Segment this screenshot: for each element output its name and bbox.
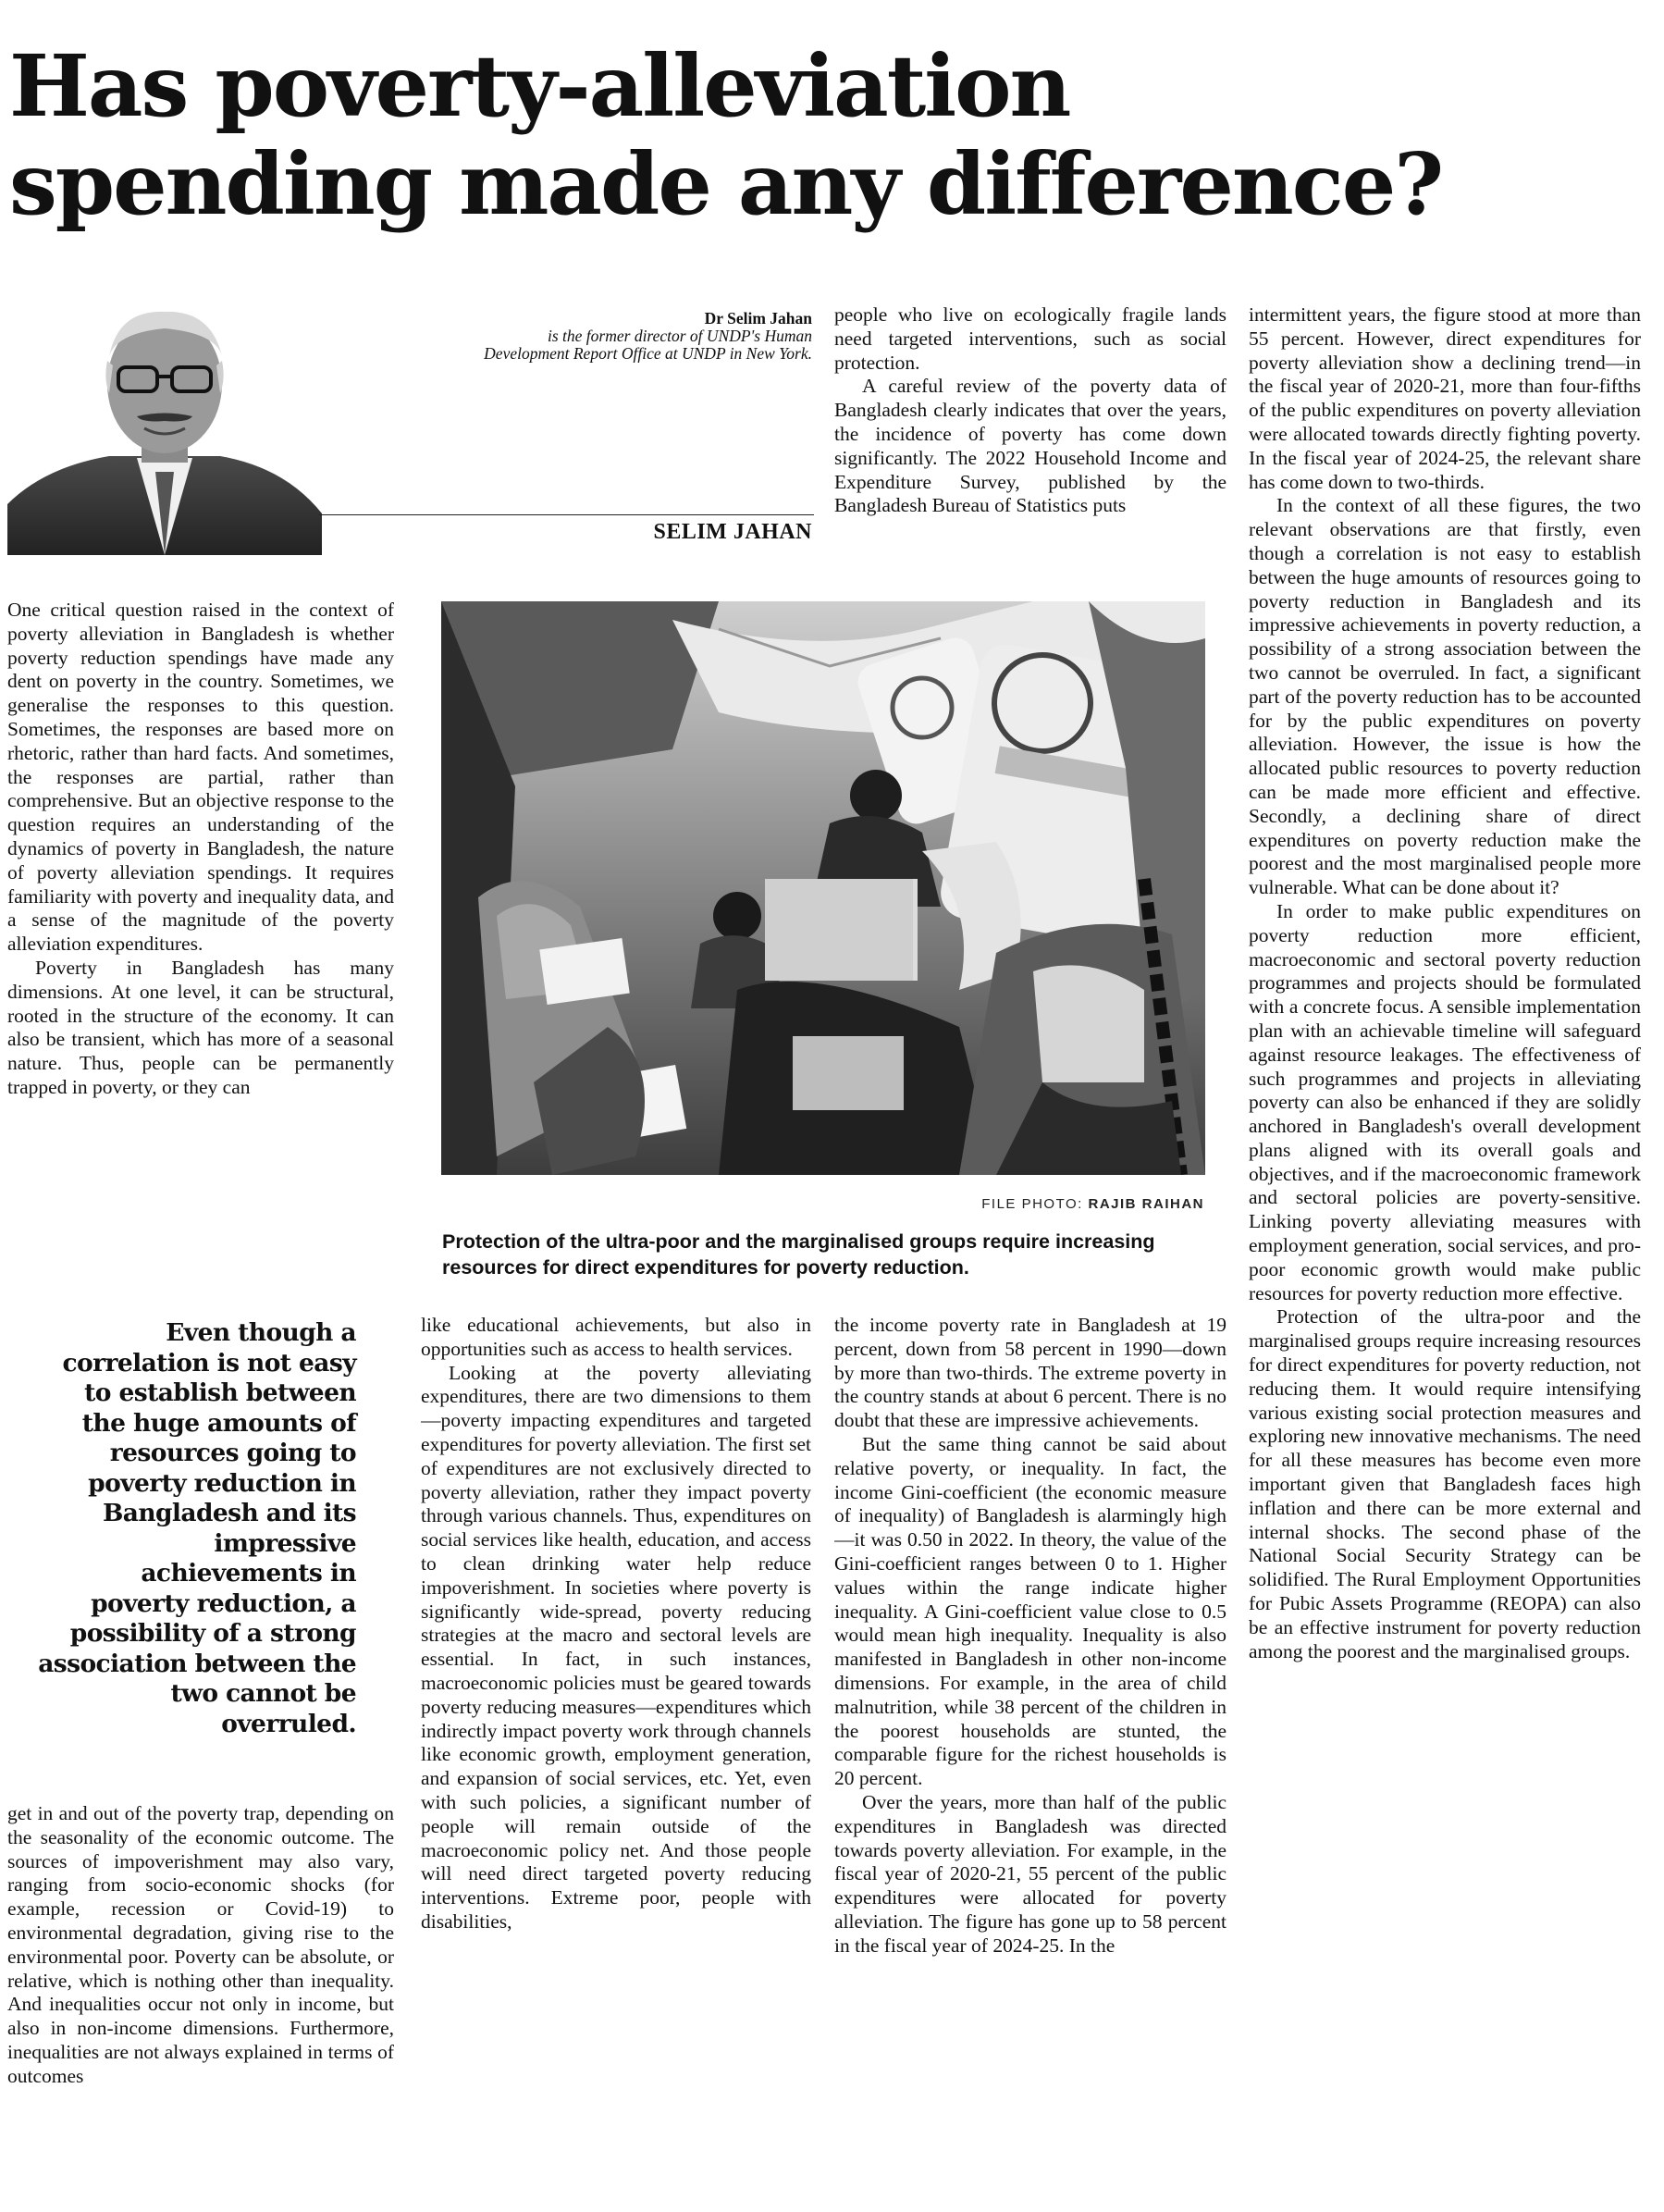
paragraph: A careful review of the poverty data of Bangladesh clearly indicates that over the years, the incidence of poverty has come down significantly. The 2022 Household Income and Expenditure Survey, published by the Bangladesh Bureau of Statistics puts: [834, 375, 1226, 517]
paragraph: the income poverty rate in Bangladesh at 19 percent, down from 58 percent in 1990—down by more than two-thirds. The extreme poverty in the country stands at about 6 percent. There is no doubt that these are impressive achievements.: [834, 1314, 1226, 1432]
paragraph: Protection of the ultra-poor and the marginalised groups require increasing resources for direct expenditures for poverty reduction, not reducing them. It would require intensifying various existing social protection measures and exploring new innovative mechanisms. The need for all these measures has become even more important given that Bangladesh faces high inflation and there can be more external and internal shocks. The second phase of the National Social Security Strategy can be solidified. The Rural Employment Opportunities for Pubic Assets Programme (REOPA) can also be an effective instrument for poverty reduction among the poorest and the marginalised groups.: [1249, 1305, 1641, 1662]
paragraph: people who live on ecologically fragile lands need targeted interventions, such as social protection.: [834, 303, 1226, 374]
paragraph: like educational achievements, but also in opportunities such as access to health services.: [421, 1314, 811, 1360]
headline-line-1: Has poverty-alleviation: [9, 36, 1070, 136]
author-name-caps: SELIM JAHAN: [653, 520, 812, 544]
column-4: [1249, 303, 1641, 2209]
headline-line-2: spending made any difference?: [9, 134, 1443, 234]
paragraph: intermittent years, the figure stood at more than 55 percent. However, direct expenditures for poverty alleviation show a declining trend—in the fiscal year of 2020-21, more than four-fifths of the public expenditures on poverty alleviation were allocated towards directly fighting poverty. In the fiscal year of 2024-25, the relevant share has come down to two-thirds.: [1249, 303, 1641, 493]
column-1-bottom: [7, 1802, 394, 2209]
headline: [9, 37, 1656, 233]
news-photo: [441, 601, 1205, 1175]
paragraph: In order to make public expenditures on poverty reduction more efficient, macroeconomic and sectoral poverty reduction programmes and projects should be formulated with a concrete focus. A sensible implementation plan with an achievable timeline will safeguard against resource leakages. The effectiveness of such programmes and projects in alleviating poverty can also be enhanced if they are solidly anchored in Bangladesh's overall development plans aligned with its overall goals and objectives, and if the macroeconomic framework and sectoral policies are poverty-sensitive. Linking poverty alleviating measures with employment generation, social services, and pro-poor economic growth would make public resources for poverty reduction more effective.: [1249, 899, 1641, 1304]
photo-credit-name: RAJIB RAIHAN: [1088, 1196, 1204, 1212]
byline-description-line-1: is the former director of UNDP's Human: [548, 327, 812, 345]
column-1-top: [7, 599, 394, 1283]
paragraph: Poverty in Bangladesh has many dimensions. At one level, it can be structural, rooted in the structure of the economy. It can also be transient, which has more of a seasonal nature. Thus, people can be permanently trapped in poverty, or they can: [7, 956, 394, 1098]
paragraph: In the context of all these figures, the two relevant observations are that firstly, even though a correlation is not easy to establish between the huge amounts of resources going to poverty reduction in Bangladesh and its impressive achievements in poverty reduction, a possibility of a strong association between the two cannot be overruled. In fact, a significant part of the poverty reduction has to be accounted for by the public expenditures on poverty alleviation. However, the issue is how the allocated public resources to poverty reduction can be made more efficient and effective. Secondly, a declining share of direct expenditures on poverty reduction make the poorest and the most marginalised people more vulnerable. What can be done about it?: [1249, 494, 1641, 899]
paragraph: But the same thing cannot be said about relative poverty, or inequality. In fact, the income Gini-coefficient (the economic measure of inequality) of Bangladesh is alarmingly high—it was 0.50 in 2022. In theory, the value of the Gini-coefficient ranges between 0 to 1. Higher values within the range indicate higher inequality. A Gini-coefficient value close to 0.5 would mean high inequality. Inequality is also manifested in Bangladesh in other non-income dimensions. For example, in the area of child malnutrition, while 38 percent of the children in the poorest households are stunted, the comparable figure for the richest households is 20 percent.: [834, 1432, 1226, 1790]
column-2-bottom: [421, 1314, 811, 2209]
byline-name: Dr Selim Jahan: [704, 309, 812, 327]
author-portrait-drawing: [7, 291, 322, 555]
column-3-top: [834, 303, 1226, 567]
author-portrait: [7, 291, 322, 555]
pull-quote: Even though a correlation is not easy to establish between the huge amounts of resources going to poverty reduction in Bangladesh and its impressive achievements in poverty reduction, a possibility of a strong association between the two cannot be overruled.: [38, 1318, 356, 1738]
paragraph: get in and out of the poverty trap, depending on the seasonality of the economic outcome. The sources of impoverishment may also vary, ranging from socio-economic shocks (for example, recession or Covid-19) to environmental degradation, giving rise to the environmental poor. Poverty can be absolute, or relative, which is nothing other than inequality. And inequalities occur not only in income, but also in non-income dimensions. Furthermore, inequalities are not always explained in terms of outcomes: [7, 1802, 394, 2087]
photo-credit: [832, 1196, 1204, 1212]
column-3-bottom: [834, 1314, 1226, 2209]
photo-credit-label: FILE PHOTO:: [981, 1196, 1083, 1212]
photo-caption: Protection of the ultra-poor and the marginalised groups require increasing resources for direct expenditures for poverty reduction.: [442, 1230, 1155, 1279]
paragraph: One critical question raised in the context of poverty alleviation in Bangladesh is whether poverty reduction spendings have made any dent on poverty in the country. Sometimes, we generalise the responses to this question. Sometimes, the responses are based more on rhetoric, rather than hard facts. And sometimes, the responses are partial, rather than comprehensive. But an objective response to the question requires an understanding of the dynamics of poverty in Bangladesh, the nature of poverty alleviation spendings. It requires familiarity with poverty and inequality data, and a sense of the magnitude of the poverty alleviation expenditures.: [7, 599, 394, 956]
byline-description-line-2: Development Report Office at UNDP in New York.: [484, 344, 812, 363]
paragraph: Over the years, more than half of the public expenditures in Bangladesh was directed towards poverty alleviation. For example, in the fiscal year of 2020-21, 55 percent of the public expenditures were allocated for poverty alleviation. The figure has gone up to 58 percent in the fiscal year of 2024-25. In the: [834, 1790, 1226, 1957]
paragraph: Looking at the poverty alleviating expenditures, there are two dimensions to them—poverty impacting expenditures and targeted expenditures for poverty alleviation. The first set of expenditures are not exclusively directed to poverty alleviation, rather they impact poverty through various channels. Thus, expenditures on social services like health, education, and access to clean drinking water help reduce impoverishment. In societies where poverty is significantly wide-spread, poverty reducing strategies at the macro and sectoral levels are essential. In fact, in such instances, macroeconomic policies must be geared towards poverty reducing measures—expenditures which indirectly impact poverty work through channels like economic growth, employment generation, and expansion of social services, etc. Yet, even with such policies, a significant number of people will remain outside of the macroeconomic policy net. And those people will need direct targeted poverty reducing interventions. Extreme poor, people with disabilities,: [421, 1361, 811, 1933]
news-photo-drawing: [441, 601, 1205, 1175]
byline-divider: [319, 514, 814, 515]
byline-block: [324, 310, 812, 363]
